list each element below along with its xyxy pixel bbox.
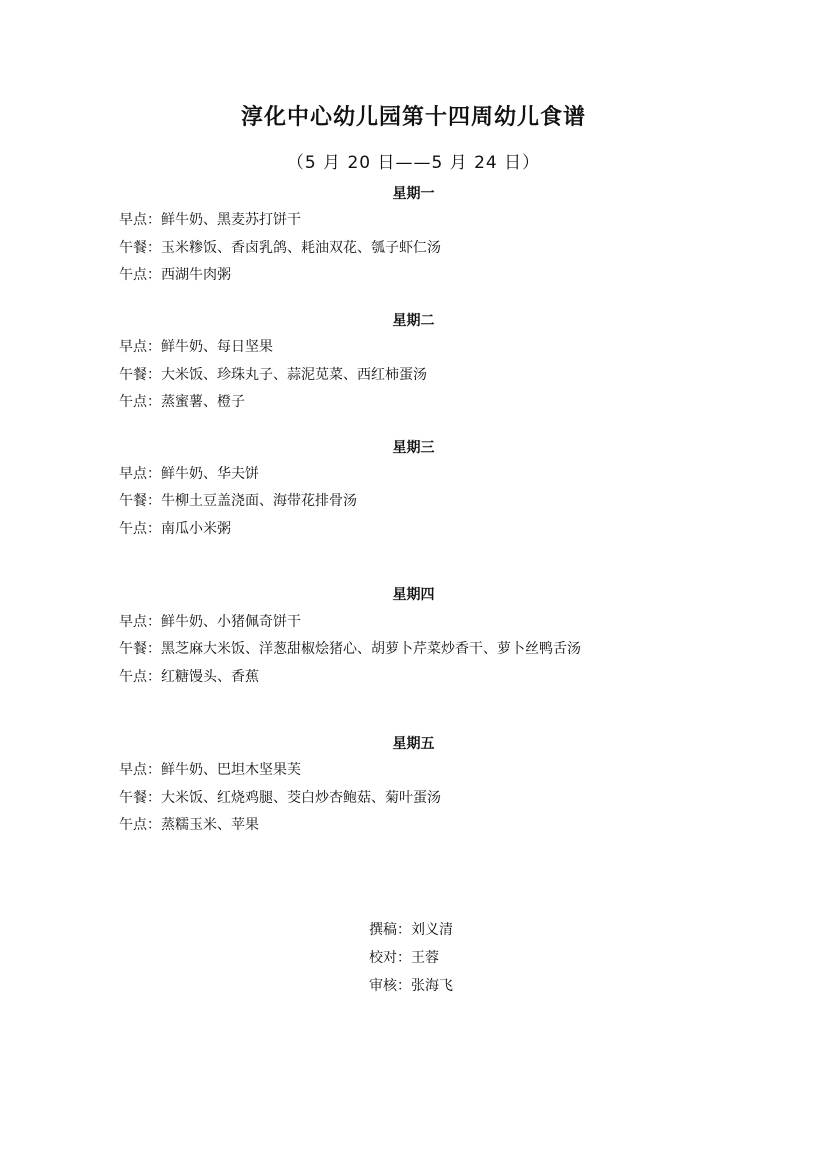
thursday-lunch: 午餐：黑芝麻大米饭、洋葱甜椒烩猪心、胡萝卜芹菜炒香干、萝卜丝鸭舌汤 — [119, 641, 581, 657]
day-heading-wednesday: 星期三 — [392, 440, 435, 456]
credit-author: 撰稿：刘义清 — [369, 922, 453, 938]
day-heading-monday: 星期一 — [392, 186, 435, 202]
date-range: （5 月 20 日——5 月 24 日） — [286, 153, 541, 173]
day-heading-thursday: 星期四 — [392, 587, 435, 603]
page-title: 淳化中心幼儿园第十四周幼儿食谱 — [240, 104, 586, 130]
wednesday-lunch: 午餐：牛柳土豆盖浇面、海带花排骨汤 — [119, 493, 357, 509]
monday-breakfast: 早点：鲜牛奶、黑麦苏打饼干 — [119, 212, 301, 228]
day-heading-friday: 星期五 — [392, 736, 435, 752]
thursday-snack: 午点：红糖馒头、香蕉 — [119, 669, 259, 685]
tuesday-snack: 午点：蒸蜜薯、橙子 — [119, 394, 245, 410]
wednesday-breakfast: 早点：鲜牛奶、华夫饼 — [119, 466, 259, 482]
day-heading-tuesday: 星期二 — [392, 313, 435, 329]
monday-snack: 午点：西湖牛肉粥 — [119, 267, 231, 283]
monday-lunch: 午餐：玉米糁饭、香卤乳鸽、耗油双花、瓠子虾仁汤 — [119, 240, 441, 256]
tuesday-lunch: 午餐：大米饭、珍珠丸子、蒜泥苋菜、西红柿蛋汤 — [119, 367, 427, 383]
friday-lunch: 午餐：大米饭、红烧鸡腿、茭白炒杏鲍菇、菊叶蛋汤 — [119, 790, 441, 806]
friday-breakfast: 早点：鲜牛奶、巴坦木坚果芙 — [119, 762, 301, 778]
tuesday-breakfast: 早点：鲜牛奶、每日坚果 — [119, 339, 273, 355]
thursday-breakfast: 早点：鲜牛奶、小猪佩奇饼干 — [119, 614, 301, 630]
friday-snack: 午点：蒸糯玉米、苹果 — [119, 817, 259, 833]
wednesday-snack: 午点：南瓜小米粥 — [119, 521, 231, 537]
credit-proofreader: 校对：王蓉 — [369, 950, 439, 966]
credit-reviewer: 审核：张海飞 — [369, 978, 453, 994]
